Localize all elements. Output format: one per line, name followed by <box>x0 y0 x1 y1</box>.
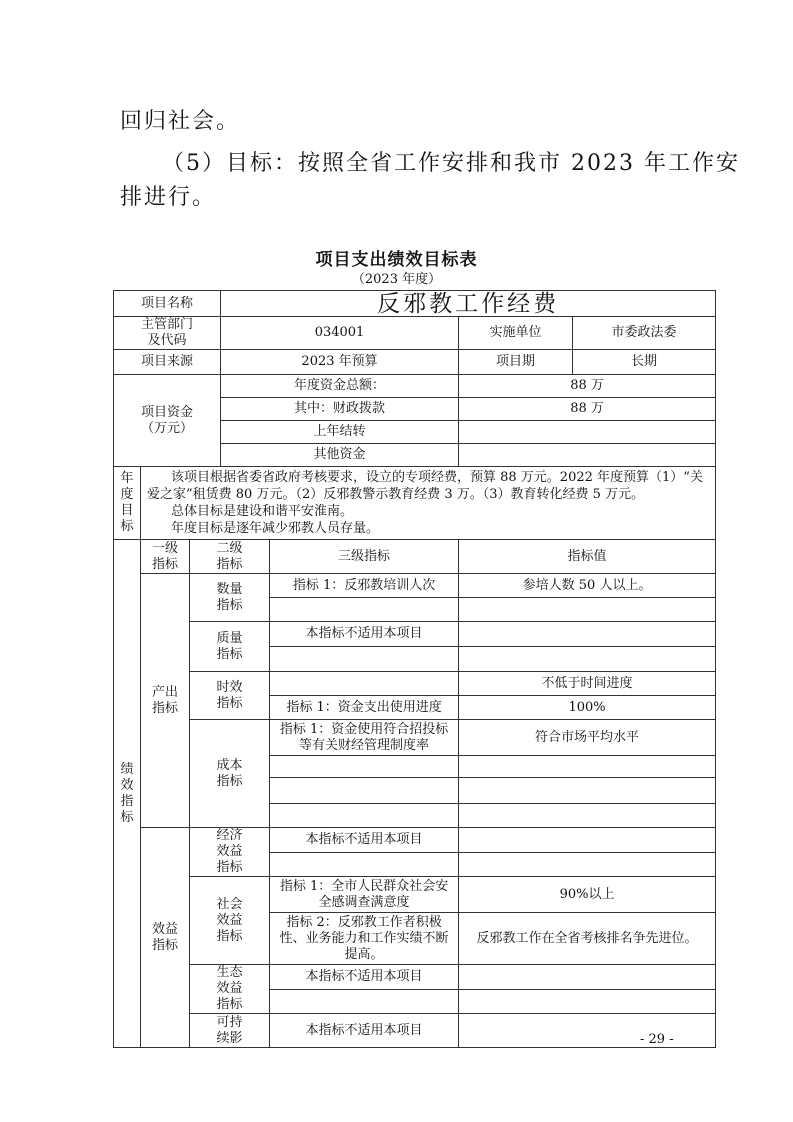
body-line-2: （5）目标：按照全省工作安排和我市 2023 年工作安 <box>162 151 740 176</box>
source-label: 项目来源 <box>114 350 221 375</box>
quality-label: 质量 指标 <box>190 622 270 672</box>
performance-table <box>113 290 716 1048</box>
social-value-2: 反邪教工作在全省考核排名争先进位。 <box>459 913 716 965</box>
empty-cell <box>459 622 716 647</box>
page-number: - 29 - <box>640 1032 674 1047</box>
empty-cell <box>459 1014 716 1048</box>
quantity-indicator: 指标 1：反邪教培训人次 <box>270 574 459 598</box>
cost-indicator: 指标 1：资金使用符合招投标 等有关财经管理制度率 <box>270 720 459 756</box>
quality-indicator: 本指标不适用本项目 <box>270 622 459 647</box>
impl-unit-label: 实施单位 <box>459 317 573 350</box>
empty-cell <box>459 989 716 1014</box>
project-name-label: 项目名称 <box>114 291 221 317</box>
empty-cell <box>459 852 716 877</box>
total-value: 88 万 <box>459 375 716 398</box>
benefit-indicator-label: 效益 指标 <box>141 828 190 1048</box>
empty-cell <box>270 598 459 622</box>
sustainability-label: 可持 续影 <box>190 1014 270 1048</box>
source: 2023 年预算 <box>221 350 459 375</box>
annual-goal-text: 该项目根据省委省政府考核要求，设立的专项经费，预算 88 万元。2022 年度预算（1）“关 爱之家”租赁费 80 万元。（2）反邪教警示教育经费 3 万。（3）教育转化经费 5 万元。 总体目标是建设和谐平安淮南。 年度目标是逐年减少邪教人员存量。 <box>141 467 716 540</box>
fiscal-value: 88 万 <box>459 398 716 421</box>
ecological-indicator: 本指标不适用本项目 <box>270 965 459 990</box>
empty-cell <box>459 778 716 804</box>
project-name: 反邪教工作经费 <box>221 291 716 317</box>
timeliness-indicator-2: 指标 1：资金支出使用进度 <box>270 696 459 720</box>
empty-cell <box>459 756 716 778</box>
quantity-value: 参培人数 50 人以上。 <box>459 574 716 598</box>
period-label: 项目期 <box>459 350 573 375</box>
empty-cell <box>270 672 459 696</box>
funds-label: 项目资金 （万元） <box>114 375 221 467</box>
annual-goal-label: 年 度 目 标 <box>114 467 141 540</box>
empty-cell <box>459 598 716 622</box>
output-indicator-label: 产出 指标 <box>141 574 190 828</box>
economic-label: 经济 效益 指标 <box>190 828 270 877</box>
timeliness-value-1: 不低于时间进度 <box>459 672 716 696</box>
table-title: 项目支出绩效目标表 <box>315 250 478 270</box>
carryover-label: 上年结转 <box>221 421 459 444</box>
quantity-label: 数量 指标 <box>190 574 270 622</box>
social-value-1: 90%以上 <box>459 877 716 913</box>
social-indicator-1: 指标 1：全市人民群众社会安 全感调查满意度 <box>270 877 459 913</box>
dept-label: 主管部门 及代码 <box>114 317 221 350</box>
empty-cell <box>459 804 716 828</box>
empty-cell <box>270 778 459 804</box>
empty-cell <box>459 828 716 853</box>
social-label: 社会 效益 指标 <box>190 877 270 965</box>
cost-label: 成本 指标 <box>190 720 270 828</box>
ecological-label: 生态 效益 指标 <box>190 965 270 1014</box>
empty-cell <box>270 647 459 672</box>
other-funds-value <box>459 444 716 467</box>
fiscal-label: 其中：财政拨款 <box>221 398 459 421</box>
empty-cell <box>459 647 716 672</box>
total-label: 年度资金总额： <box>221 375 459 398</box>
body-line-1: 回归社会。 <box>120 109 241 134</box>
empty-cell <box>270 804 459 828</box>
period: 长期 <box>573 350 716 375</box>
body-line-3: 排进行。 <box>120 185 217 210</box>
header-value: 指标值 <box>459 540 716 574</box>
empty-cell <box>270 852 459 877</box>
empty-cell <box>270 756 459 778</box>
other-funds-label: 其他资金 <box>221 444 459 467</box>
empty-cell <box>459 965 716 990</box>
timeliness-label: 时效 指标 <box>190 672 270 720</box>
timeliness-value-2: 100% <box>459 696 716 720</box>
carryover-value <box>459 421 716 444</box>
economic-indicator: 本指标不适用本项目 <box>270 828 459 853</box>
cost-value: 符合市场平均水平 <box>459 720 716 756</box>
header-level2: 二级 指标 <box>190 540 270 574</box>
dept-code: 034001 <box>221 317 459 350</box>
social-indicator-2: 指标 2：反邪教工作者积极 性、业务能力和工作实绩不断 提高。 <box>270 913 459 965</box>
table-year: （2023 年度） <box>351 272 442 287</box>
header-level3: 三级指标 <box>270 540 459 574</box>
perf-indicator-label: 绩 效 指 标 <box>114 540 141 1048</box>
header-level1: 一级 指标 <box>141 540 190 574</box>
impl-unit: 市委政法委 <box>573 317 716 350</box>
empty-cell <box>270 989 459 1014</box>
sustainability-indicator: 本指标不适用本项目 <box>270 1014 459 1048</box>
